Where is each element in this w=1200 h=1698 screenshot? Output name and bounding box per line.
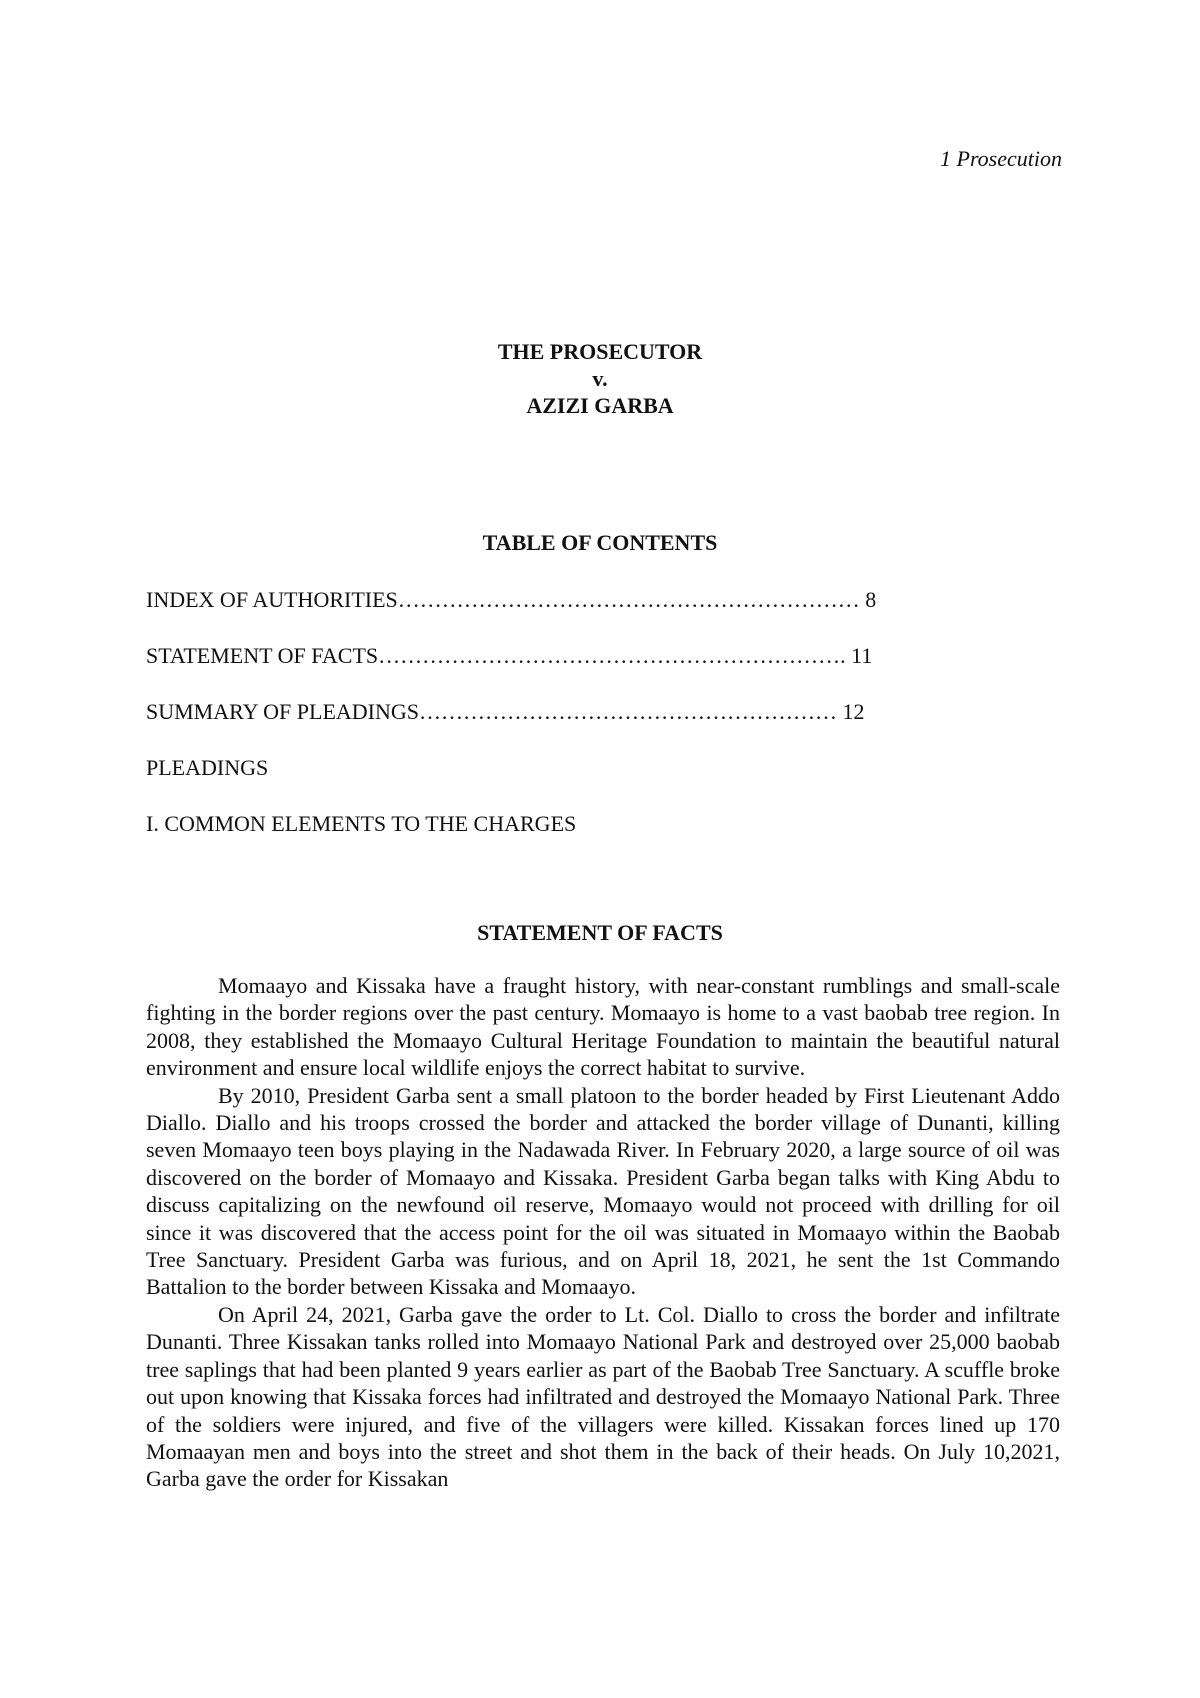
facts-paragraph: On April 24, 2021, Garba gave the order to Lt. Col. Diallo to cross the border and infiltrate Dunanti. Three Kissakan tanks rolled into Momaayo National Park and destroyed over 25,000 baobab tree saplings that had been planted 9 years earlier as part of the Baobab Tree Sanctuary. A scuffle broke out upon knowing that Kissaka forces had infiltrated and destroyed the Momaayo National Park. Three of the soldiers were injured, and five of the villagers were killed. Kissakan forces lined up 170 Momaayan men and boys into the street and shot them in the back of their heads. On July 10,2021, Garba gave the order for Kissakan [146, 1301, 1060, 1492]
table-of-contents [146, 587, 1066, 867]
statement-of-facts-body [146, 972, 1060, 1493]
facts-paragraph: By 2010, President Garba sent a small platoon to the border headed by First Lieutenant Addo Diallo. Diallo and his troops crossed the border and attacked the border village of Dunanti, killing seven Momaayo teen boys playing in the Nadawada River. In February 2020, a large source of oil was discovered on the border of Momaayo and Kissaka. President Garba began talks with King Abdu to discuss capitalizing on the newfound oil reserve, Momaayo would not proceed with drilling for oil since it was discovered that the access point for the oil was situated in Momaayo within the Baobab Tree Sanctuary. President Garba was furious, and on April 18, 2021, he sent the 1st Commando Battalion to the border between Kissaka and Momaayo. [146, 1082, 1060, 1300]
toc-entry [146, 587, 1066, 643]
toc-entry [146, 811, 1066, 867]
facts-paragraph: Momaayo and Kissaka have a fraught history, with near-constant rumblings and small-scale fighting in the border regions over the past century. Momaayo is home to a vast baobab tree region. In 2008, they established the Momaayo Cultural Heritage Foundation to maintain the beautiful natural environment and ensure local wildlife enjoys the correct habitat to survive. [146, 973, 1060, 1081]
case-party-accused: AZIZI GARBA [526, 393, 674, 418]
statement-of-facts-heading: STATEMENT OF FACTS [477, 920, 723, 945]
toc-heading: TABLE OF CONTENTS [482, 530, 718, 555]
toc-entry-page: 12 [842, 699, 865, 724]
toc-entry-page: 8 [865, 587, 877, 612]
page-header-label: 1 Prosecution [940, 146, 1062, 171]
toc-entry [146, 643, 1066, 699]
toc-entry [146, 699, 1066, 755]
toc-entry-title: STATEMENT OF FACTS [146, 643, 379, 668]
toc-entry-dots: ………………………………………………… [419, 699, 838, 724]
toc-entry-title: INDEX OF AUTHORITIES [146, 587, 398, 612]
toc-entry-page: 11 [851, 643, 873, 668]
toc-entry-dots: ……………………………………………………… [397, 587, 860, 612]
case-party-prosecutor: THE PROSECUTOR [497, 339, 703, 364]
toc-entry-title: I. COMMON ELEMENTS TO THE CHARGES [146, 811, 577, 836]
case-versus: v. [592, 366, 608, 391]
case-title [0, 338, 1200, 419]
toc-entry-title: PLEADINGS [146, 755, 269, 780]
toc-entry [146, 755, 1066, 811]
toc-entry-title: SUMMARY OF PLEADINGS [146, 699, 420, 724]
toc-entry-dots: ………………………………………………………. [378, 643, 846, 668]
